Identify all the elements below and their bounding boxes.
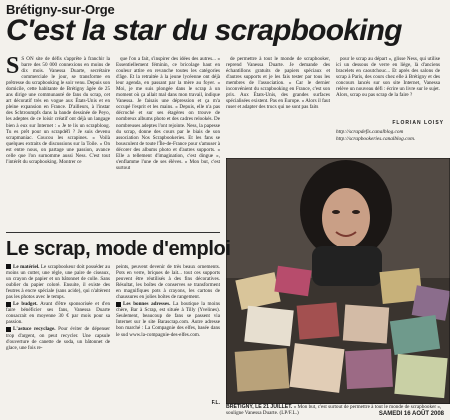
caption-place: BRÉTIGNY, LE 21 JUILLET. (226, 404, 293, 410)
city-kicker: Brétigny-sur-Orge (6, 2, 115, 17)
section-rule (6, 232, 220, 233)
howto-item-continued: peints, peuvent devenir de très beaux ornements. Pots en verre, briques de lait... tout ces supports peuvent être réutilisés à des fins décoratives. Résultat, les boîtes de conserves se transforment en magnifiques pots à crayons, les cartons de chaussures en jolies boîtes de rangement. (116, 264, 220, 301)
caption-text: « Mon but, c'est surtout de permettre à tout le monde de scrapbooker », souligne Vanessa Duarte. (226, 404, 442, 416)
column-4-text: pour le scrap au départ », glisse Ness, qui utilise ici un dessous de verre en liège, là d'anciens bracelets en caoutchouc... Et après des salons de scrap à Paris, des cours chez elle à Brétigny et des concours lancés sur son site Internet, Vanessa relève un nouveau défi : écrire un livre sur le sujet. Alors, scrap ou pas scrap de la faire ? (336, 56, 440, 99)
column-3-text: de permettre à tout le monde de scrapbooker, reprend Vanessa Duarte. Je demande des échantillons gratuits de papiers spéciaux et d'autres supports et je les fais tester par tous les membres de l'association. » Car le dernier inconvénient du scrapbooking en France, c'est son prix. Aux États-Unis, des grandes surfaces spécialisées existent. Pas en Europe. « Alors il faut ruser et adapter des trucs qui ne sont pas faits (226, 56, 330, 111)
column-1 (6, 53, 110, 232)
subsection-title: Le scrap, mode d'emploi (6, 238, 231, 260)
howto-item-adresses: Les bonnes adresses. La boutique la moins chère, Bar à Scrap, est située à Tilly (Yvelines). Seulement, beaucoup de fans se passent via Internet sur le site Barascrap.com. Autre adresse bon marché : La Compagnie des elfes, basée dans le sud www.la-compagnie-des-elfes.com. (116, 301, 220, 338)
byline: FLORIAN LOISY (392, 120, 444, 126)
howto-item-budget: Le budget. Avant d'être sponsorisée et d'en faire bénéficier ses fans, Vanessa Duarte consacrait en moyenne 30 € par mois pour sa passion. (6, 301, 110, 326)
bullet-icon (6, 264, 11, 269)
link-scrapbookeries[interactable]: http://scrapbookeries.canalblog.com. (336, 136, 416, 142)
howto-item-astuce: L'astuce recyclage. Pour éviter de dépenser trop d'argent, on peut recycler. Une capsule d'ouverture de canette de soda, un bâtonnet de glace, une fois re- (6, 326, 111, 351)
drop-cap: S (6, 53, 20, 79)
column-1-text: S ON site de défis s'apprête à franchir la barre des 50 000 connexions en moins de dix mois. Vanessa Duarte, secrétaire commerciale le jour, se transforme en prêtresse du scrapbooking le soir venu. Depuis son domicile, cette habitante de Brétigny âgée de 25 ans dirige une communauté de fans du scrap, cet art décoratif très en vogue aux États-Unis et en pleine expansion en France. D'ailleurs, à l'instar des Schtroumpfs dans la bande dessinée de Peyo, les adeptes de ce loisir créatif ont déjà un langage bien à eux sur Internet : « Je te lis un scrapbloog. Tu es prêt pour un scrapdéfi ? Je suis devenu scrapmaniac. Coucou les scrapines. » Voilà quelques extraits de discussions sur la Toile. « On est entre nous, on partage une passion, avance celle que l'on surnomme aussi Ness. C'est tout l'intérêt du scrapbooking. Montrer ce (6, 56, 110, 165)
bullet-icon (6, 302, 11, 307)
column-3 (226, 56, 330, 154)
howto-right (116, 264, 220, 339)
sign-initials: F.L. (211, 400, 220, 406)
headline: C'est la star du scrapbooking (6, 14, 402, 47)
caption-credit: (LP/F.L.) (279, 410, 299, 416)
howto-columns (6, 264, 220, 404)
link-scrapdefis[interactable]: http://scrapdefis.canalblog.com (336, 129, 404, 135)
article-photo (226, 158, 450, 404)
bullet-icon (6, 327, 11, 332)
column-2-text: que l'on a fait, s'inspirer des idées des autres... » Essentiellement féminin, ce bricolage haut en couleur attire en revanche toutes les catégories d'âge. Et la retraitée à la jeune lycéenne ont déjà leur agenda, en passant par la mère au foyer. « Moi, je me suis plongée dans le scrap à un moment où ça allait mal dans mon travail, indique Vanessa. Je faisais une dépression et ça m'a occupé l'esprit et les mains. » Depuis, elle n'a pas décroché et sur ses étagères on trouve de nombreux albums photo et des cadres relookés. De nombreuses adeptes l'ont rejointe. Ness, la papesse du scrap, donne des cours par le biais de son association Nos Scrapbookeries. Et les fans se bousculent de toute l'Île-de-France pour s'amuser à décorer des albums photo et d'autres supports. « Elle a tellement d'imagination, c'est dingue », s'enflamme l'une de ses élèves. « Mon but, c'est surtout (116, 56, 220, 171)
column-2 (116, 56, 220, 232)
howto-left (6, 264, 110, 352)
bullet-icon (116, 302, 121, 307)
column-4 (336, 56, 440, 118)
howto-item-materiel: Le matériel. Le scrapbookeur doit posséder au moins un cutter, une règle, une paire de ciseaux, un crayon de papier et un bâtonnet de colle. Sans oublier du papier coloré. Ensuite, il existe des feutres à encre spéciale (sans acide), qui n'altèrent pas les photos avec le temps. (6, 264, 110, 301)
links-block (336, 129, 446, 143)
footer-date: SAMEDI 16 AOÛT 2008 (378, 411, 444, 417)
photo-illustration (226, 158, 450, 404)
